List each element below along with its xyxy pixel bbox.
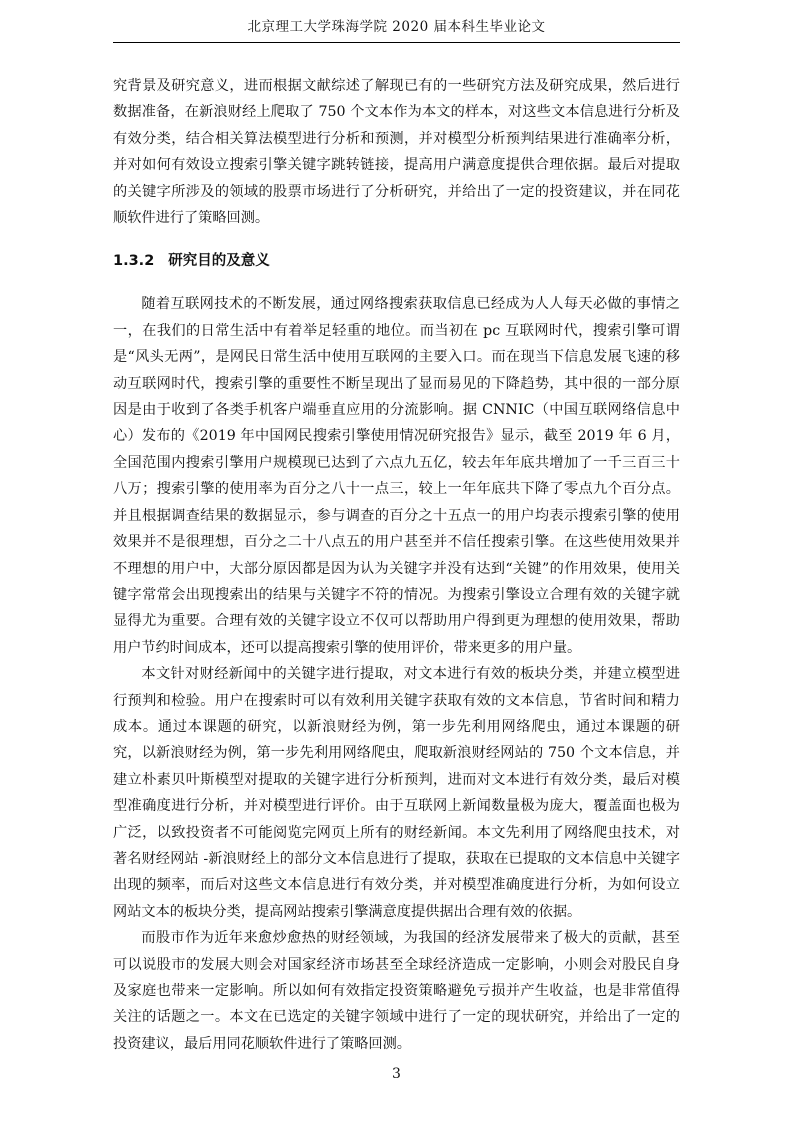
page-body — [113, 73, 680, 1057]
body-paragraph: 随着互联网技术的不断发展，通过网络搜索获取信息已经成为人人每天必做的事情之一，在我们的日常生活中有着举足轻重的地位。而当初在 pc 互联网时代，搜索引擎可谓是“风头无两”，是网民日常生活中使用互联网的主要入口。而在现当下信息发展飞速的移动互联网时代，搜索引擎的重要性不断呈现出了显而易见的下降趋势，其中很的一部分原因是由于收到了各类手机客户端垂直应用的分流影响。据 CNNIC（中国互联网络信息中心）发布的《2019 年中国网民搜索引擎使用情况研究报告》显示，截至 2019 年 6 月，全国范围内搜索引擎用户规模现已达到了六点九五亿，较去年年底共增加了一千三百三十八万；搜索引擎的使用率为百分之八十一点三，较上一年年底共下降了零点九个百分点。并且根据调查结果的数据显示，参与调查的百分之十五点一的用户均表示搜索引擎的使用效果并不是很理想，百分之二十八点五的用户甚至并不信任搜索引擎。在这些使用效果并不理想的用户中，大部分原因都是因为认为关键字并没有达到“关键”的作用效果，使用关键字常常会出现搜索出的结果与关键字不符的情况。为搜索引擎设立合理有效的关键字就显得尤为重要。合理有效的关键字设立不仅可以帮助用户得到更为理想的使用效果，帮助用户节约时间成本，还可以提高搜索引擎的使用评价，带来更多的用户量。 — [113, 296, 680, 656]
header-divider — [113, 42, 680, 43]
page-header: 北京理工大学珠海学院 2020 届本科生毕业论文 — [247, 19, 546, 35]
section-number: 1.3.2 — [113, 253, 155, 270]
page-number: 3 — [392, 1066, 401, 1082]
body-paragraph: 本文针对财经新闻中的关键字进行提取，对文本进行有效的板块分类，并建立模型进行预判和检验。用户在搜索时可以有效利用关键字获取有效的文本信息，节省时间和精力成本。通过本课题的研究，以新浪财经为例，第一步先利用网络爬虫，通过本课题的研究，以新浪财经为例，第一步先利用网络爬虫，爬取新浪财经网站的 750 个文本信息，并建立朴素贝叶斯模型对提取的关键字进行分析预判，进而对文本进行有效分类，最后对模型准确度进行分析，并对模型进行评价。由于互联网上新闻数量极为庞大，覆盖面也极为广泛，以致投资者不可能阅览完网页上所有的财经新闻。本文先利用了网络爬虫技术，对著名财经网站 -新浪财经上的部分文本信息进行了提取，获取在已提取的文本信息中关键字出现的频率，而后对这些文本信息进行有效分类，并对模型准确度进行分析，为如何设立网站文本的板块分类，提高网站搜索引擎满意度提供据出合理有效的依据。 — [113, 666, 680, 920]
section-title: 研究目的及意义 — [168, 253, 270, 270]
intro-paragraph: 究背景及研究意义，进而根据文献综述了解现已有的一些研究方法及研究成果，然后进行数据准备，在新浪财经上爬取了 750 个文本作为本文的样本，对这些文本信息进行分析及有效分类，结合相关算法模型进行分析和预测，并对模型分析预判结果进行准确率分析，并对如何有效设立搜索引擎关键字跳转链接，提高用户满意度提供合理依据。最后对提取的关键字所涉及的领域的股票市场进行了分析研究，并给出了一定的投资建议，并在同花顺软件进行了策略回测。 — [113, 78, 680, 227]
section-heading — [113, 231, 680, 291]
body-paragraph: 而股市作为近年来愈炒愈热的财经领域，为我国的经济发展带来了极大的贡献，甚至可以说股市的发展大则会对国家经济市场甚至全球经济造成一定影响，小则会对股民自身及家庭也带来一定影响。所以如何有效指定投资策略避免亏损并产生收益，也是非常值得关注的话题之一。本文在已选定的关键字领域中进行了一定的现状研究，并给出了一定的投资建议，最后用同花顺软件进行了策略回测。 — [113, 930, 680, 1052]
